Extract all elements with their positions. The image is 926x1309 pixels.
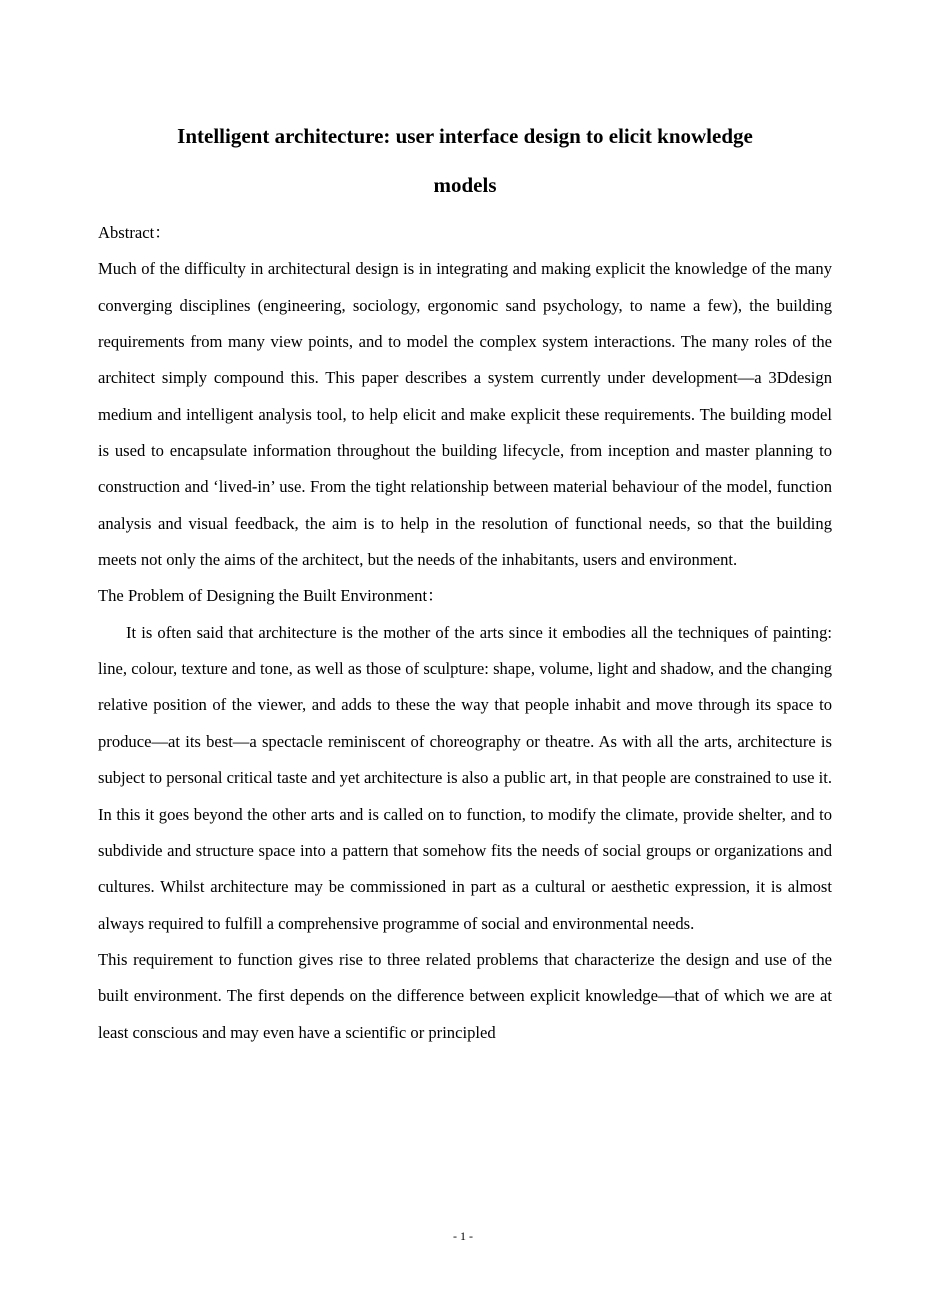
section-heading: The Problem of Designing the Built Environment： [98,586,444,606]
body-paragraph-1: It is often said that architecture is the mother of the arts since it embodies all the techniques of painting: line, colour, texture and tone, as well as those of sculpture: shape, volume, light and shadow, and the changing relative position of the viewer, and adds to these the way that people inhabit and move through its space to produce—at its best—a spectacle reminiscent of choreography or theatre. As with all the arts, architecture is subject to personal critical taste and yet architecture is also a public art, in that people are constrained to use it. In this it goes beyond the other arts and is called on to function, to modify the climate, provide shelter, and to subdivide and structure space into a pattern that somehow fits the needs of social groups or organizations and cultures. Whilst architecture may be commissioned in part as a cultural or aesthetic expression, it is almost always required to fulfill a comprehensive programme of social and environmental needs. [98,622,832,933]
abstract-paragraph: Much of the difficulty in architectural design is in integrating and making explicit the knowledge of the many converging disciplines (engineering, sociology, ergonomic sand psychology, to name a few), the building requirements from many view points, and to model the complex system interactions. The many roles of the architect simply compound this. This paper describes a system currently under development—a 3Ddesign medium and intelligent analysis tool, to help elicit and make explicit these requirements. The building model is used to encapsulate information throughout the building lifecycle, from inception and master planning to construction and ‘lived-in’ use. From the tight relationship between material behaviour of the model, function analysis and visual feedback, the aim is to help in the resolution of functional needs, so that the building meets not only the aims of the architect, but the needs of the inhabitants, users and environment. [98,259,832,570]
title-line-1: Intelligent architecture: user interface design to elicit knowledge [177,124,753,148]
body-paragraph-2: This requirement to function gives rise to three related problems that characterize the design and use of the built environment. The first depends on the difference between explicit knowledge—that of which we are at least conscious and may even have a scientific or principled [98,949,832,1042]
title-line-2: models [433,173,497,197]
body-text [98,215,832,1051]
abstract-heading: Abstract： [98,223,171,242]
page-number: - 1 - [453,1229,473,1243]
